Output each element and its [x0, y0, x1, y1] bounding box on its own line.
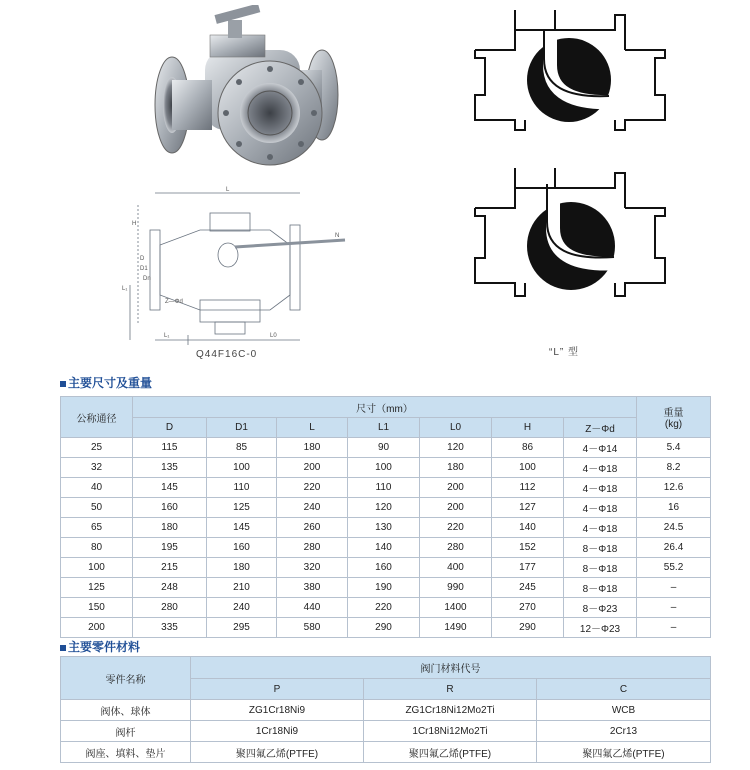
type-caption: “L” 型 — [549, 347, 579, 358]
table-cell: 聚四氟乙烯(PTFE) — [537, 742, 711, 763]
table-cell: 1Cr18Ni12Mo2Ti — [364, 721, 537, 742]
table-cell: 220 — [348, 598, 420, 618]
table-cell: 4－Φ18 — [564, 518, 637, 538]
materials-table — [60, 656, 711, 763]
table-cell: 240 — [207, 598, 277, 618]
table-cell: 127 — [492, 498, 564, 518]
label-D1: D1 — [140, 266, 148, 272]
table-cell: 100 — [492, 458, 564, 478]
table-cell: 50 — [61, 498, 133, 518]
table-cell: 5.4 — [637, 438, 711, 458]
table-cell: 4－Φ18 — [564, 478, 637, 498]
table-cell: 248 — [133, 578, 207, 598]
table-cell: 阀座、填料、垫片 — [61, 742, 191, 763]
table-cell: 120 — [348, 498, 420, 518]
header-weight: 重量 (kg) — [637, 397, 711, 438]
dimensions-table — [60, 396, 711, 638]
table-cell: 阀杆 — [61, 721, 191, 742]
table-cell: 聚四氟乙烯(PTFE) — [191, 742, 364, 763]
label-N: N — [335, 233, 340, 239]
table-cell: 130 — [348, 518, 420, 538]
table-cell: 55.2 — [637, 558, 711, 578]
table-cell: 280 — [420, 538, 492, 558]
table-cell: 8－Φ23 — [564, 598, 637, 618]
table-row — [61, 700, 711, 721]
table-cell: 180 — [133, 518, 207, 538]
table-cell: 1400 — [420, 598, 492, 618]
label-L1-bottom: L₁ — [164, 333, 170, 339]
table-cell: ZG1Cr18Ni12Mo2Ti — [364, 700, 537, 721]
table-cell: 125 — [207, 498, 277, 518]
table-cell: 32 — [61, 458, 133, 478]
table-cell: 200 — [420, 478, 492, 498]
table-row — [61, 458, 711, 478]
table-cell: 220 — [277, 478, 348, 498]
table-cell: 25 — [61, 438, 133, 458]
material-code-header: C — [537, 679, 711, 700]
table-cell: 125 — [61, 578, 133, 598]
table-cell: 90 — [348, 438, 420, 458]
table-cell: 26.4 — [637, 538, 711, 558]
table-cell: 100 — [348, 458, 420, 478]
table-cell: 145 — [133, 478, 207, 498]
table-cell: 4－Φ18 — [564, 458, 637, 478]
table-cell: 86 — [492, 438, 564, 458]
table-cell: 335 — [133, 618, 207, 638]
table-cell: 200 — [420, 498, 492, 518]
table-row — [61, 598, 711, 618]
label-Zd: Z—Φd — [165, 299, 183, 305]
table-cell: 110 — [207, 478, 277, 498]
table-cell: 120 — [420, 438, 492, 458]
table-cell: 320 — [277, 558, 348, 578]
table-cell: 180 — [277, 438, 348, 458]
table-cell: WCB — [537, 700, 711, 721]
table-cell: 400 — [420, 558, 492, 578]
table-cell: 200 — [61, 618, 133, 638]
header-size-group: 尺寸（mm） — [133, 397, 637, 418]
table-row — [61, 438, 711, 458]
column-header: D1 — [207, 418, 277, 438]
table-row — [61, 578, 711, 598]
table-cell: 40 — [61, 478, 133, 498]
header-material-code: 阀门材料代号 — [191, 657, 711, 679]
table-cell: 阀体、球体 — [61, 700, 191, 721]
column-header: D — [133, 418, 207, 438]
table-cell: 145 — [207, 518, 277, 538]
table-row — [61, 538, 711, 558]
table-cell: 2Cr13 — [537, 721, 711, 742]
valve-photo — [150, 5, 350, 175]
table-cell: 1Cr18Ni9 — [191, 721, 364, 742]
table-cell: 110 — [348, 478, 420, 498]
table-cell: 177 — [492, 558, 564, 578]
table-cell: 210 — [207, 578, 277, 598]
table-cell: 180 — [207, 558, 277, 578]
table-cell: 990 — [420, 578, 492, 598]
table-cell: 295 — [207, 618, 277, 638]
table-cell: 100 — [207, 458, 277, 478]
table-cell: 160 — [133, 498, 207, 518]
table-row — [61, 721, 711, 742]
l-port-schematic-top — [465, 10, 670, 140]
section-bullet-icon — [60, 645, 66, 651]
table-cell: 290 — [492, 618, 564, 638]
table-cell: 8－Φ18 — [564, 558, 637, 578]
dimension-drawing — [120, 185, 360, 360]
table-cell: 140 — [348, 538, 420, 558]
table-cell: 8－Φ18 — [564, 578, 637, 598]
table-row — [61, 478, 711, 498]
table-cell: 190 — [348, 578, 420, 598]
table-cell: 220 — [420, 518, 492, 538]
table-cell: – — [637, 598, 711, 618]
label-Dn: Dn — [143, 276, 151, 282]
header-part-name: 零件名称 — [61, 657, 191, 700]
table-cell: 聚四氟乙烯(PTFE) — [364, 742, 537, 763]
table-cell: 12－Φ23 — [564, 618, 637, 638]
l-port-schematic-bottom — [465, 168, 670, 308]
label-D: D — [140, 256, 145, 262]
header-nominal: 公称通径 — [61, 397, 133, 438]
table-cell: 150 — [61, 598, 133, 618]
table-cell: 24.5 — [637, 518, 711, 538]
material-code-header: P — [191, 679, 364, 700]
table-cell: 1490 — [420, 618, 492, 638]
table-cell: 140 — [492, 518, 564, 538]
column-header: L0 — [420, 418, 492, 438]
table-cell: 160 — [348, 558, 420, 578]
table-cell: 180 — [420, 458, 492, 478]
table-cell: 380 — [277, 578, 348, 598]
table-cell: 280 — [133, 598, 207, 618]
table-cell: 215 — [133, 558, 207, 578]
label-L: L — [226, 187, 230, 193]
column-header: H — [492, 418, 564, 438]
table-cell: 4－Φ14 — [564, 438, 637, 458]
table-cell: 440 — [277, 598, 348, 618]
table-row — [61, 558, 711, 578]
label-L1: L₁ — [122, 286, 128, 292]
table-cell: – — [637, 618, 711, 638]
table-row — [61, 742, 711, 763]
table-cell: 8.2 — [637, 458, 711, 478]
table-cell: 195 — [133, 538, 207, 558]
table-cell: 100 — [61, 558, 133, 578]
table-cell: 200 — [277, 458, 348, 478]
table-cell: 152 — [492, 538, 564, 558]
table-cell: 245 — [492, 578, 564, 598]
table-row — [61, 498, 711, 518]
table-cell: 160 — [207, 538, 277, 558]
label-H: H — [132, 221, 137, 227]
table-cell: 115 — [133, 438, 207, 458]
table-cell: 8－Φ18 — [564, 538, 637, 558]
table-cell: 112 — [492, 478, 564, 498]
table-cell: 240 — [277, 498, 348, 518]
table-row — [61, 518, 711, 538]
table-cell: ZG1Cr18Ni9 — [191, 700, 364, 721]
table-cell: 16 — [637, 498, 711, 518]
table-cell: 290 — [348, 618, 420, 638]
table-cell: 4－Φ18 — [564, 498, 637, 518]
table-cell: 260 — [277, 518, 348, 538]
column-header: L1 — [348, 418, 420, 438]
table-cell: 80 — [61, 538, 133, 558]
column-header: L — [277, 418, 348, 438]
table-row — [61, 618, 711, 638]
section-materials-title: 主要零件材料 — [60, 638, 140, 655]
table-cell: 65 — [61, 518, 133, 538]
label-L0: L0 — [270, 333, 277, 339]
table-cell: 85 — [207, 438, 277, 458]
table-cell: 580 — [277, 618, 348, 638]
section-dimensions-title: 主要尺寸及重量 — [60, 374, 152, 391]
table-cell: 270 — [492, 598, 564, 618]
table-cell: – — [637, 578, 711, 598]
table-cell: 12.6 — [637, 478, 711, 498]
model-caption: Q44F16C-0 — [196, 349, 258, 360]
material-code-header: R — [364, 679, 537, 700]
table-cell: 135 — [133, 458, 207, 478]
column-header: Z－Φd — [564, 418, 637, 438]
table-cell: 280 — [277, 538, 348, 558]
section-bullet-icon — [60, 381, 66, 387]
